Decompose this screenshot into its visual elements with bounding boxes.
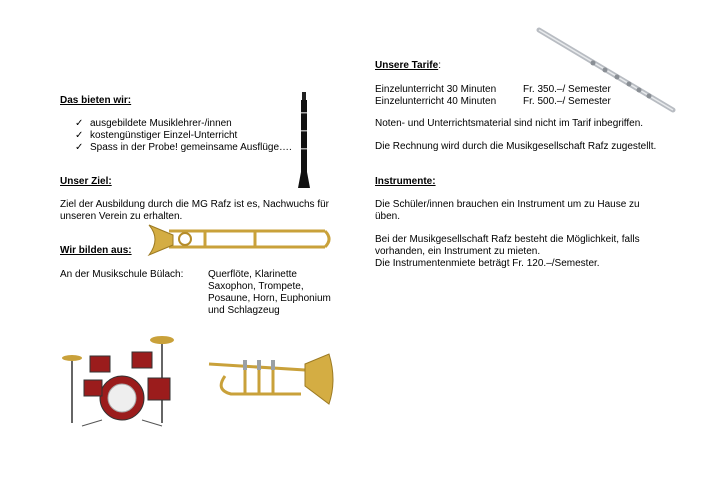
goal-text-line: Ziel der Ausbildung durch die MG Rafz ist es, Nachwuchs für — [60, 199, 330, 210]
list-item: Posaune, Horn, Euphonium — [208, 293, 331, 304]
list-item: und Schlagzeug — [208, 305, 280, 316]
invoice-note: Die Rechnung wird durch die Musikgesellschaft Rafz zugestellt. — [375, 141, 657, 152]
tariff-label: Einzelunterricht 40 Minuten — [375, 96, 497, 107]
offer-list — [75, 118, 292, 154]
tariff-price: Fr. 500.–/ Semester — [523, 96, 611, 107]
instr-text-line: Bei der Musikgesellschaft Rafz besteht die Möglichkeit, falls — [375, 234, 640, 245]
tariff-heading-text: Unsere Tarife — [375, 60, 439, 71]
list-item — [75, 142, 292, 154]
instrument-list — [208, 269, 331, 317]
instr-text-line: Die Schüler/innen brauchen ein Instrument um zu Hause zu — [375, 199, 640, 210]
goal-heading: Unser Ziel: — [60, 176, 112, 187]
offer-item: ausgebildete Musiklehrer-/innen — [90, 118, 232, 129]
offer-item: kostengünstiger Einzel-Unterricht — [90, 130, 238, 141]
list-item — [75, 118, 292, 130]
instr-text-line: Die Instrumentenmiete beträgt Fr. 120.–/Semester. — [375, 258, 600, 269]
goal-text-line: unseren Verein zu erhalten. — [60, 211, 183, 222]
school-label: An der Musikschule Bülach: — [60, 269, 184, 280]
check-icon: ✓ — [75, 142, 84, 153]
offer-item: Spass in der Probe! gemeinsame Ausflüge…. — [90, 142, 292, 153]
trumpet-icon — [205, 350, 337, 410]
flute-icon — [533, 24, 679, 116]
instr-text-line: vorhanden, ein Instrument zu mieten. — [375, 246, 541, 257]
tariff-price: Fr. 350.–/ Semester — [523, 84, 611, 95]
check-icon: ✓ — [75, 130, 84, 141]
list-item: Querflöte, Klarinette — [208, 269, 297, 280]
clarinet-icon — [296, 92, 312, 190]
check-icon: ✓ — [75, 118, 84, 129]
offer-heading: Das bieten wir: — [60, 95, 132, 106]
material-note: Noten- und Unterrichtsmaterial sind nicht im Tarif inbegriffen. — [375, 118, 644, 129]
train-heading: Wir bilden aus: — [60, 245, 132, 256]
list-item: Saxophon, Trompete, — [208, 281, 304, 292]
tariff-label: Einzelunterricht 30 Minuten — [375, 84, 497, 95]
list-item — [75, 130, 292, 142]
instr-heading: Instrumente: — [375, 176, 436, 187]
drum-kit-icon — [62, 328, 184, 428]
instr-text-line: üben. — [375, 211, 401, 222]
tariff-heading — [375, 60, 441, 72]
tariff-heading-colon: : — [438, 60, 441, 71]
trombone-icon — [145, 219, 333, 261]
